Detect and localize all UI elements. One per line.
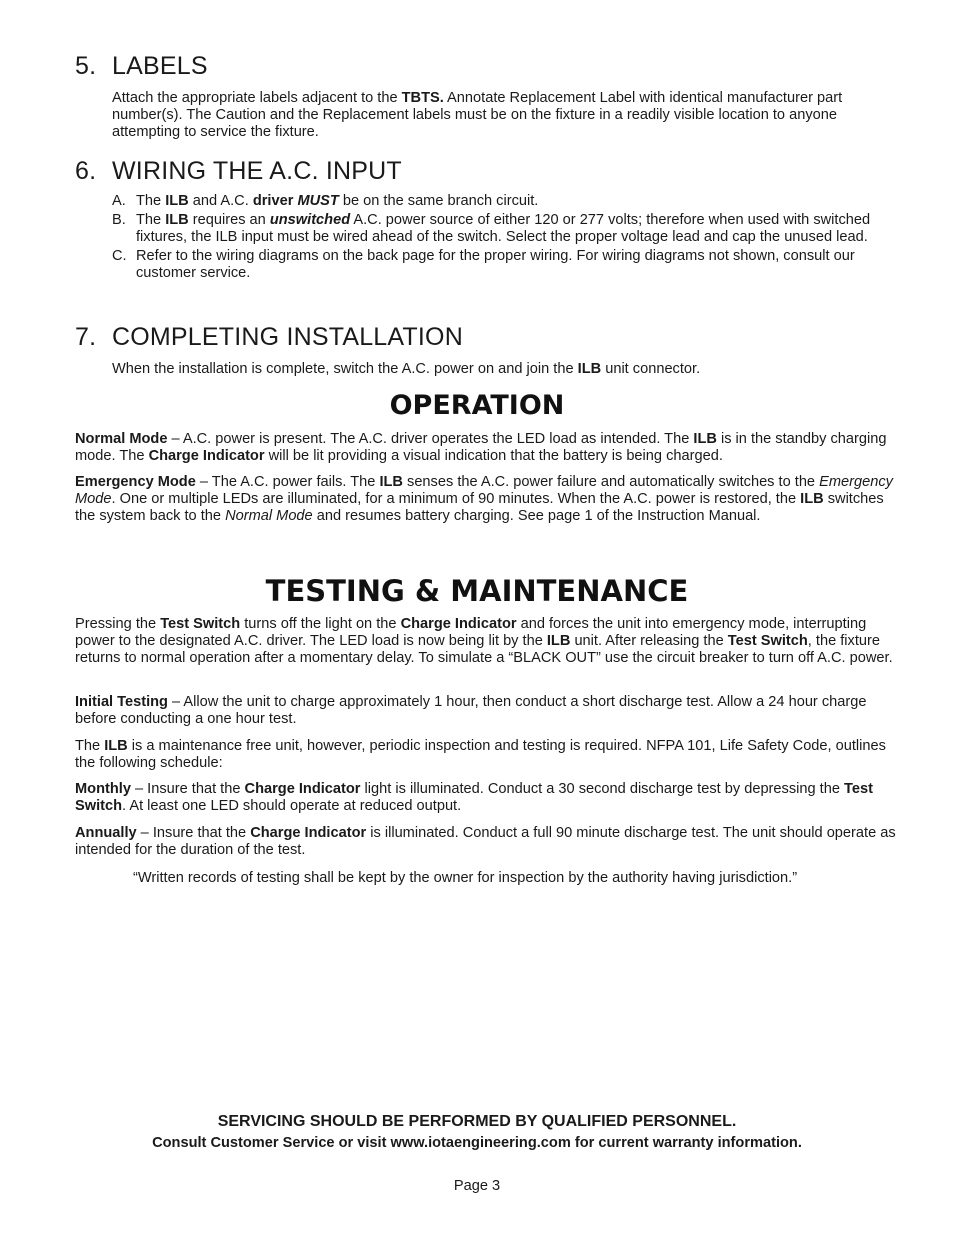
text: requires an [188,212,270,228]
section-heading: COMPLETING INSTALLATION [112,323,463,351]
section-number: 6. [75,157,97,185]
bold-term: Test Switch [727,633,808,649]
text: unit. After releasing the [570,633,728,649]
bold-term: ILB [577,361,602,377]
test-switch-paragraph [75,616,900,667]
bold-term: Initial Testing [75,694,168,710]
section-heading: WIRING THE A.C. INPUT [112,157,402,185]
text: – Insure that the [136,825,251,841]
text: and resumes battery charging. See page 1 of the Instruction Manual. [312,508,761,524]
section-number: 5. [75,52,97,80]
quote-paragraph: “Written records of testing shall be kept by the owner for inspection by the authority having jurisdiction.” [133,870,798,886]
text: – Insure that the [130,781,245,797]
text: When the installation is complete, switch the A.C. power on and join the [112,361,578,377]
bold-term: Charge Indicator [250,825,367,841]
page-number: Page 3 [453,1178,501,1194]
section-title-wiring [75,157,402,186]
bold-term: ILB [165,193,189,209]
text: – A.C. power is present. The A.C. driver operates the LED load as intended. The [167,431,694,447]
text: unit connector. [601,361,701,377]
text: and forces the unit into emergency mode, interrupting power to the designated A.C. driver. The LED load is now being lit by the [75,616,867,649]
section-title-completing [75,323,463,352]
bold-term: ILB [546,633,571,649]
text: The [136,193,166,209]
text: senses the A.C. power failure and automatically switches to the [402,474,820,490]
emergency-mode-paragraph [75,474,900,525]
list-marker: B. [112,212,126,228]
text: . One or multiple LEDs are illuminated, for a minimum of 90 minutes. When the A.C. power is restored, the [111,491,801,507]
bold-term: Test Switch [160,616,241,632]
wiring-list [112,193,902,282]
text: is in the standby charging mode. The [75,431,887,464]
labels-paragraph [112,90,902,141]
text: turns off the light on the [240,616,401,632]
text: The [75,738,105,754]
italic-term: Normal Mode [225,508,313,524]
monthly-paragraph [75,781,900,815]
bold-term: TBTS. [401,90,444,106]
bold-term: ILB [693,431,717,447]
list-marker: C. [112,248,127,264]
text: Annotate Replacement Label with identical manufacturer part number(s). The Caution and the Replacement labels must be on the fixture in a readily visible location to anyone attempting to service the fixture. [112,90,843,140]
bold-term: Annually [75,825,137,841]
bold-term: ILB [379,474,403,490]
list-item [112,212,902,246]
text: be on the same branch circuit. [338,193,539,209]
text: – Allow the unit to charge approximately 1 hour, then conduct a short discharge test. Allow a 24 hour charge before conducting a one hour test. [75,694,867,727]
section-number: 7. [75,323,97,351]
italic-term: Emergency Mode [75,474,893,507]
text: The [136,212,166,228]
bold-term: ILB [104,738,128,754]
text: , the fixture returns to normal operation after a momentary delay. To simulate a “BLACK OUT” use the circuit breaker to turn off A.C. power. [75,633,893,666]
bold-term: Charge Indicator [400,616,517,632]
testing-heading: TESTING & MAINTENANCE [265,574,689,608]
bold-term: Charge Indicator [148,448,265,464]
text: will be lit providing a visual indication that the battery is being charged. [264,448,723,464]
bold-term: Test Switch [75,781,873,814]
bold-term: Emergency Mode [75,474,196,490]
maintenance-paragraph [75,738,900,772]
initial-testing-paragraph [75,694,900,728]
bold-term: driver [252,193,294,209]
text: . At least one LED should operate at reduced output. [122,798,462,814]
list-item [112,193,902,210]
text: is illuminated. Conduct a full 90 minute discharge test. The unit should operate as intended for the duration of the test. [75,825,896,858]
text: light is illuminated. Conduct a 30 second discharge test by depressing the [360,781,844,797]
text: is a maintenance free unit, however, periodic inspection and testing is required. NFPA 101, Life Safety Code, outlines the following schedule: [75,738,886,771]
text: Pressing the [75,616,161,632]
completing-paragraph [112,361,902,378]
emphasis-term: MUST [297,193,339,209]
text: Attach the appropriate labels adjacent to the [112,90,402,106]
text: A.C. power source of either 120 or 277 volts; therefore when used with switched fixtures, the ILB input must be wired ahead of the switch. Select the proper voltage lead and cap the unused lead. [136,212,871,245]
annually-paragraph [75,825,900,859]
list-text [136,193,538,210]
servicing-warning: SERVICING SHOULD BE PERFORMED BY QUALIFIED PERSONNEL. [217,1113,737,1130]
warranty-notice: Consult Customer Service or visit www.iotaengineering.com for current warranty information. [152,1135,802,1151]
bold-term: Monthly [75,781,131,797]
bold-term: ILB [165,212,189,228]
bold-term: Normal Mode [75,431,168,447]
list-text: Refer to the wiring diagrams on the back page for the proper wiring. For wiring diagrams not shown, consult our customer service. [136,248,855,281]
section-heading: LABELS [112,52,208,80]
list-marker: A. [112,193,126,209]
list-item [112,248,902,282]
list-text [136,212,902,246]
normal-mode-paragraph [75,431,900,465]
section-title-labels [75,52,208,81]
text: and A.C. [188,193,253,209]
bold-term: ILB [800,491,824,507]
text: switches the system back to the [75,491,884,524]
text: – The A.C. power fails. The [195,474,380,490]
operation-heading: OPERATION [389,390,565,421]
bold-term: Charge Indicator [244,781,361,797]
emphasis-term: unswitched [269,212,351,228]
